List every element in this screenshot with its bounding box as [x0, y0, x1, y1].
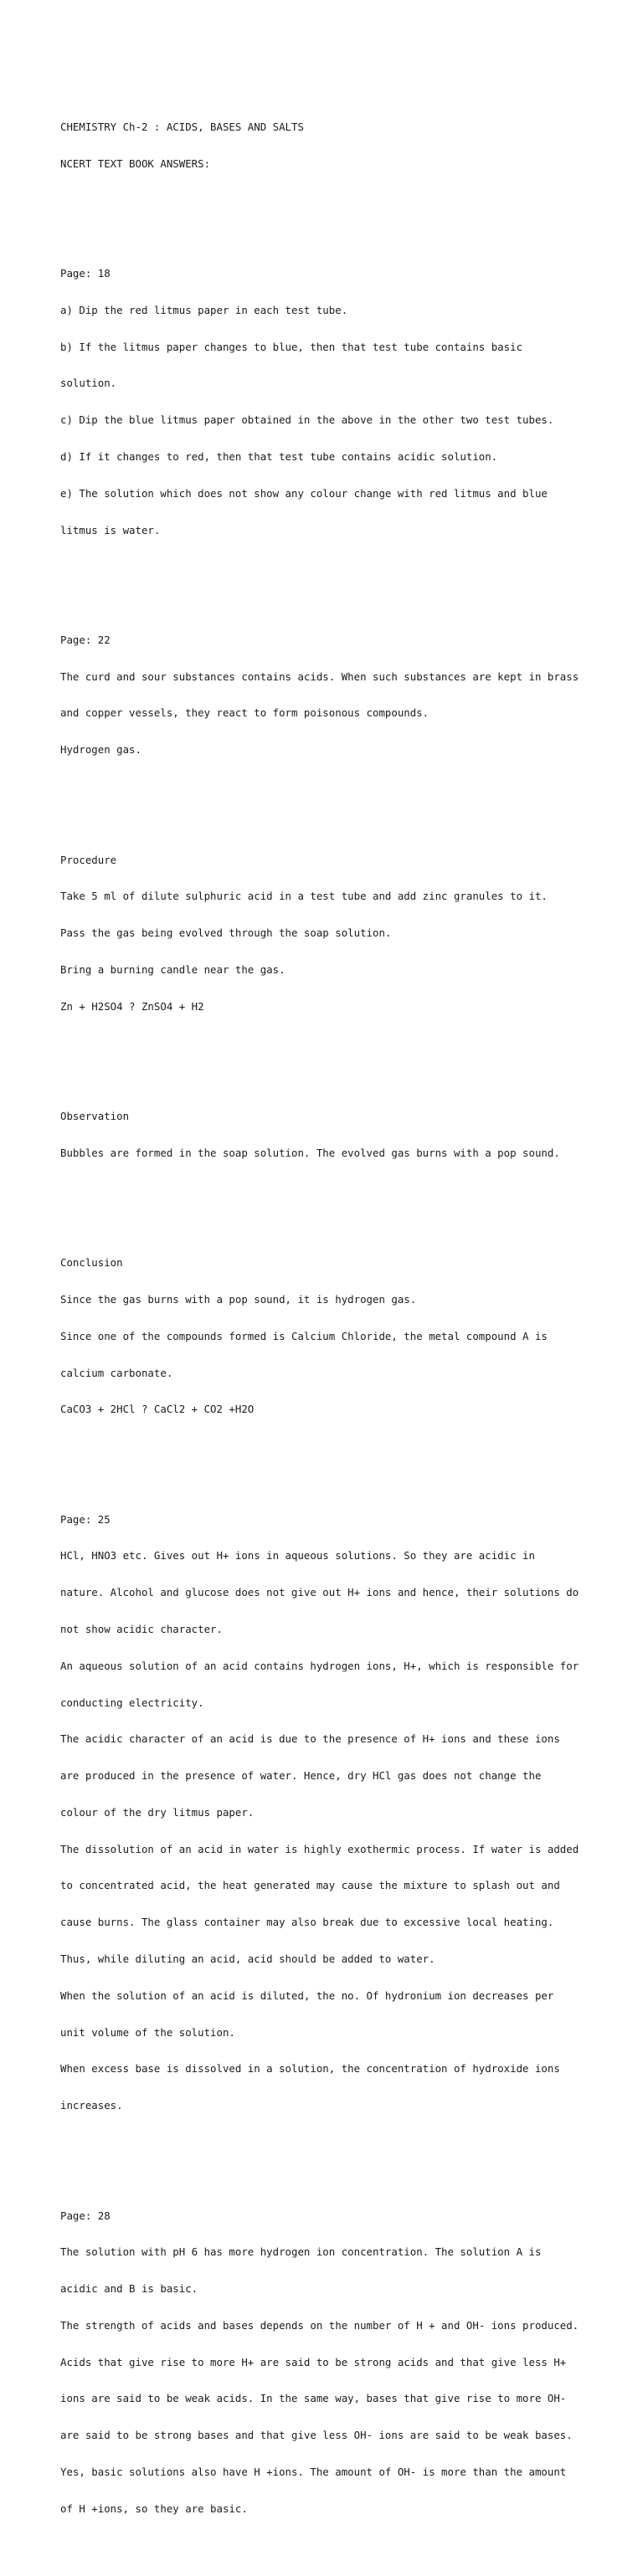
text-line: e) The solution which does not show any colour change with red litmus and blue: [60, 486, 548, 500]
section-heading: Page: 25: [60, 1512, 111, 1526]
text-line: are produced in the presence of water. Hence, dry HCl gas does not change the: [60, 1769, 542, 1783]
text-line: The solution with pH 6 has more hydrogen ion concentration. The solution A is: [60, 2245, 542, 2259]
text-line: Bubbles are formed in the soap solution. The evolved gas burns with a pop sound.: [60, 1146, 560, 1159]
section-heading: Observation: [60, 1110, 130, 1123]
text-line: An aqueous solution of an acid contains hydrogen ions, H+, which is responsible for: [60, 1659, 579, 1672]
text-line: litmus is water.: [60, 523, 161, 536]
chemical-equation: Zn + H2SO4 ? ZnSO4 + H2: [60, 999, 204, 1013]
text-line: and copper vessels, they react to form poisonous compounds.: [60, 706, 430, 720]
text-line: Acids that give rise to more H+ are said to be strong acids and that give less H+: [60, 2355, 567, 2368]
text-line: a) Dip the red litmus paper in each test tube.: [60, 303, 348, 316]
text-line: The dissolution of an acid in water is highly exothermic process. If water is added: [60, 1842, 579, 1855]
text-line: HCl, HNO3 etc. Gives out H+ ions in aqueous solutions. So they are acidic in: [60, 1549, 535, 1563]
text-line: When the solution of an acid is diluted, the no. Of hydronium ion decreases per: [60, 1988, 554, 2002]
text-line: Thus, while diluting an acid, acid should be added to water.: [60, 1953, 435, 1966]
document-body: [60, 60, 596, 2576]
text-line: solution.: [60, 377, 117, 390]
section-page-25: [60, 1489, 596, 2136]
text-line: ions are said to be weak acids. In the same way, bases that give rise to more OH-: [60, 2392, 567, 2405]
text-line: nature. Alcohol and glucose does not give out H+ ions and hence, their solutions do: [60, 1586, 579, 1599]
text-line: Since the gas burns with a pop sound, it is hydrogen gas.: [60, 1292, 417, 1306]
text-line: Hydrogen gas.: [60, 743, 141, 757]
chemical-equation: CaCO3 + 2HCl ? CaCl2 + CO2 +H2O: [60, 1403, 255, 1416]
text-line: calcium carbonate.: [60, 1366, 173, 1379]
document-subtitle: NCERT TEXT BOOK ANSWERS:: [60, 157, 211, 170]
section-heading: Page: 18: [60, 267, 111, 280]
section-heading: Procedure: [60, 853, 117, 866]
text-line: The curd and sour substances contains acids. When such substances are kept in brass: [60, 670, 579, 683]
section-conclusion: [60, 1233, 596, 1440]
text-line: Since one of the compounds formed is Calcium Chloride, the metal compound A is: [60, 1329, 548, 1342]
section-procedure: [60, 829, 596, 1037]
text-line: of H +ions, so they are basic.: [60, 2502, 248, 2515]
text-line: are said to be strong bases and that give less OH- ions are said to be weak bases.: [60, 2429, 573, 2442]
text-line: The acidic character of an acid is due to the presence of H+ ions and these ions: [60, 1732, 560, 1746]
section-heading: Conclusion: [60, 1256, 123, 1270]
section-heading: Page: 22: [60, 633, 111, 646]
document-header: [60, 97, 596, 195]
text-line: c) Dip the blue litmus paper obtained in the above in the other two test tubes.: [60, 413, 554, 427]
section-heading: Page: 28: [60, 2209, 111, 2222]
text-line: b) If the litmus paper changes to blue, then that test tube contains basic: [60, 340, 523, 353]
document-title: CHEMISTRY Ch-2 : ACIDS, BASES AND SALTS: [60, 120, 304, 133]
text-line: Bring a burning candle near the gas.: [60, 962, 285, 976]
text-line: When excess base is dissolved in a solution, the concentration of hydroxide ions: [60, 2062, 560, 2076]
text-line: The strength of acids and bases depends on the number of H + and OH- ions produced.: [60, 2318, 579, 2332]
section-page-18: [60, 244, 596, 561]
section-page-28: [60, 2185, 596, 2539]
text-line: conducting electricity.: [60, 1696, 204, 1709]
text-line: colour of the dry litmus paper.: [60, 1805, 255, 1819]
text-line: to concentrated acid, the heat generated may cause the mixture to splash out and: [60, 1879, 560, 1892]
text-line: Pass the gas being evolved through the soap solution.: [60, 926, 392, 940]
text-line: not show acidic character.: [60, 1623, 223, 1635]
text-line: acidic and B is basic.: [60, 2282, 198, 2296]
text-line: unit volume of the solution.: [60, 2025, 235, 2039]
section-page-22: [60, 610, 596, 781]
text-line: cause burns. The glass container may also break due to excessive local heating.: [60, 1916, 554, 1929]
text-line: increases.: [60, 2099, 123, 2112]
section-observation: [60, 1086, 596, 1184]
text-line: Yes, basic solutions also have H +ions. The amount of OH- is more than the amount: [60, 2465, 567, 2478]
text-line: Take 5 ml of dilute sulphuric acid in a test tube and add zinc granules to it.: [60, 890, 548, 903]
text-line: d) If it changes to red, then that test tube contains acidic solution.: [60, 450, 498, 463]
